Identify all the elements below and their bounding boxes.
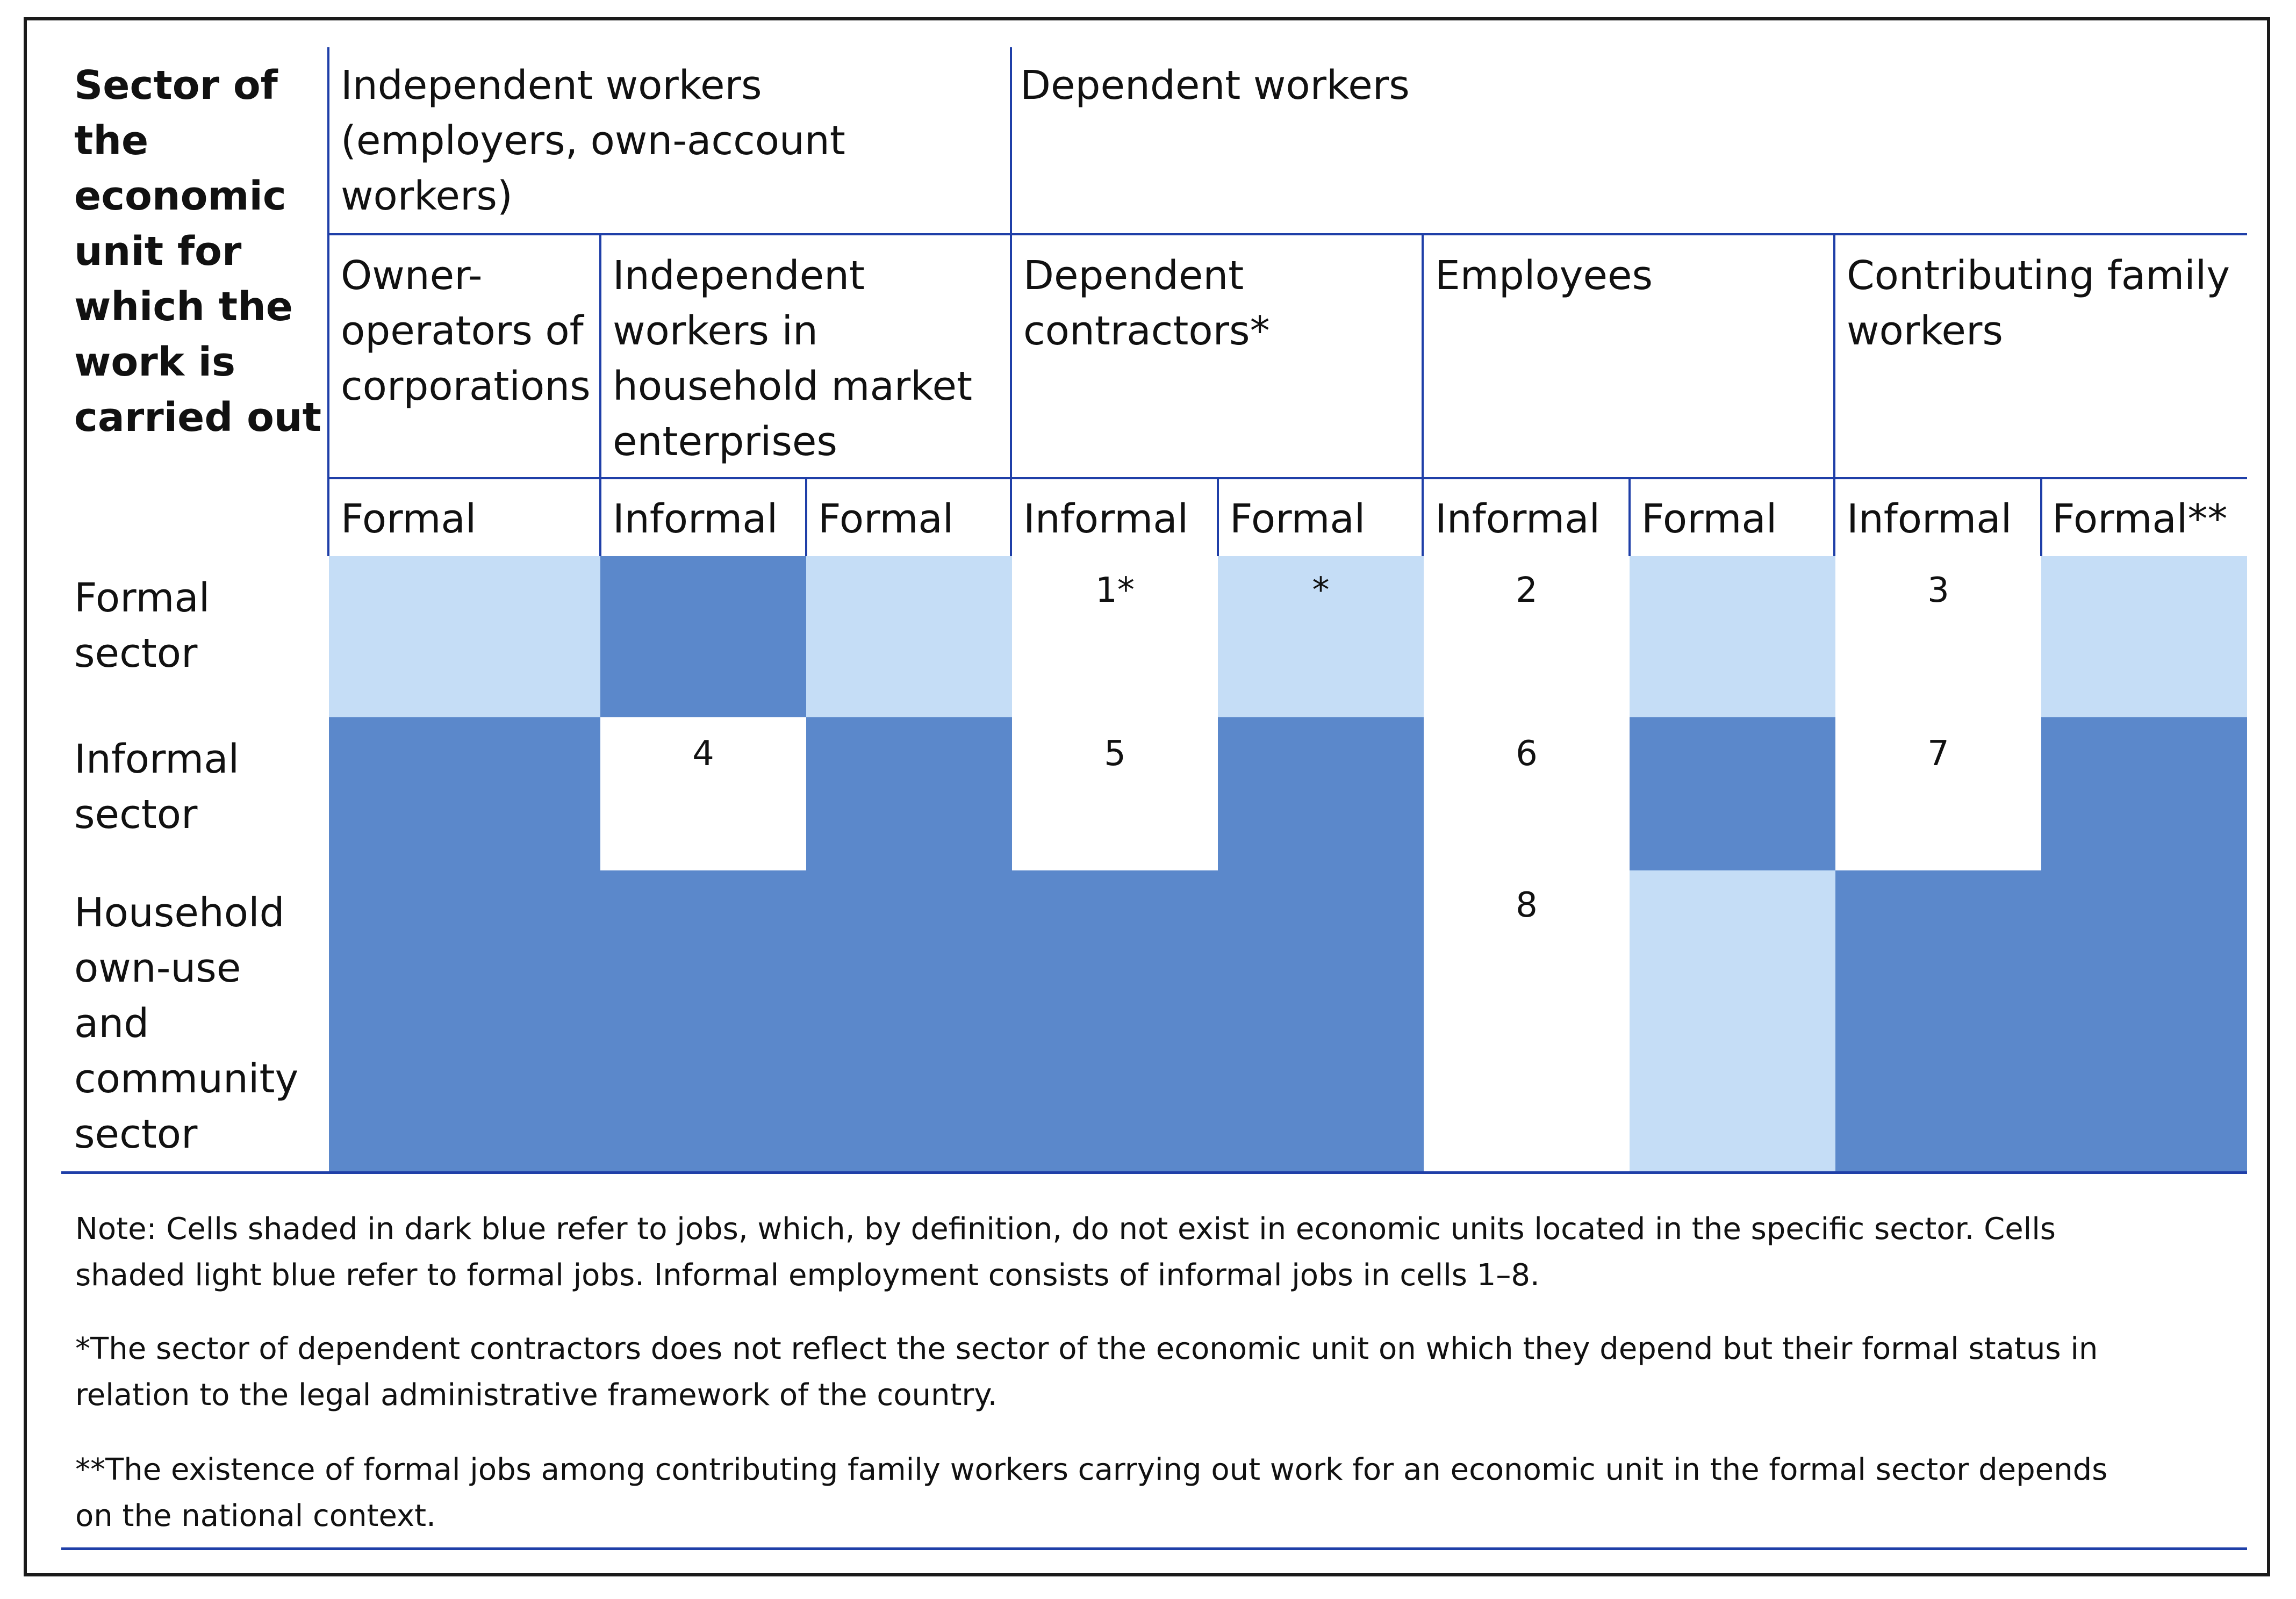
rule-v-s1 <box>805 477 807 556</box>
status-informal-contractors: Informal <box>1023 496 1189 542</box>
cell-r1-c1 <box>329 556 600 717</box>
cell-r1-c9 <box>2041 556 2247 717</box>
status-formal-family: Formal** <box>2052 496 2228 542</box>
cell-number-3: 3 <box>1927 571 1949 610</box>
cell-r3-c8-9 <box>1835 870 2247 1171</box>
cell-r2-c1 <box>329 717 600 870</box>
cell-r2-c5 <box>1218 717 1424 870</box>
rule-v-s3 <box>1628 477 1631 556</box>
cell-r1-c7 <box>1630 556 1835 717</box>
header-dependent-contractors: Dependent contractors* <box>1023 253 1270 354</box>
cell-number-7: 7 <box>1927 734 1949 774</box>
cell-number-8: 8 <box>1516 885 1538 925</box>
status-informal-indep: Informal <box>613 496 778 542</box>
rule-v-employees <box>1422 233 1424 556</box>
row-label-formal-sector: Formal sector <box>74 575 210 676</box>
cell-number-4: 4 <box>692 734 714 774</box>
rule-v-mid <box>1010 47 1012 556</box>
cell-number-6: 6 <box>1516 734 1538 774</box>
rule-h-table-bottom <box>61 1171 2247 1174</box>
rule-v-s2 <box>1217 477 1219 556</box>
cell-r2-c3 <box>806 717 1012 870</box>
header-contributing-family: Contributing family workers <box>1847 253 2230 354</box>
status-formal-employees: Formal <box>1641 496 1777 542</box>
rule-v-owner <box>599 233 601 556</box>
cell-r3-c1-5 <box>329 870 1424 1171</box>
note-shading: Note: Cells shaded in dark blue refer to jobs, which, by definition, do not exist in economic units located in the specific sector. Cells shaded light blue refer to formal jobs. Informal employment consists of informal jobs in cells 1–8. <box>75 1212 2056 1293</box>
cell-r2-c7 <box>1630 717 1835 870</box>
cell-number-1: 1* <box>1095 571 1135 610</box>
header-dependent-workers: Dependent workers <box>1020 62 1410 109</box>
header-independent-workers: Independent workers (employers, own-account workers) <box>341 62 845 219</box>
row-label-household-sector: Household own-use and community sector <box>74 890 299 1157</box>
header-independent-household: Independent workers in household market enterprises <box>613 253 972 465</box>
rule-v-s4 <box>2040 477 2042 556</box>
status-informal-employees: Informal <box>1435 496 1601 542</box>
rule-h-group <box>329 233 2247 235</box>
cell-number-1-formal: * <box>1312 571 1330 610</box>
cell-number-5: 5 <box>1104 734 1126 774</box>
cell-r3-c7 <box>1630 870 1835 1171</box>
header-owner-operators: Owner- operators of corporations <box>341 253 591 409</box>
rule-h-status <box>329 477 2247 479</box>
cell-r1-c3 <box>806 556 1012 717</box>
rule-v-left <box>327 47 329 556</box>
row-header-title: Sector of the economic unit for which the work is carried out <box>74 62 321 441</box>
status-formal-contractors: Formal <box>1230 496 1366 542</box>
note-family-workers: **The existence of formal jobs among contributing family workers carrying out work for an economic unit in the formal sector depends on the national context. <box>75 1452 2108 1533</box>
cell-number-2: 2 <box>1516 571 1538 610</box>
rule-v-family <box>1833 233 1835 556</box>
note-dependent-contractors: *The sector of dependent contractors does not reflect the sector of the economic unit on which they depend but their formal status in relation to the legal administrative framework of the country. <box>75 1331 2098 1413</box>
row-label-informal-sector: Informal sector <box>74 736 240 838</box>
cell-r1-c2 <box>600 556 806 717</box>
header-employees: Employees <box>1435 253 1653 299</box>
status-formal-indep: Formal <box>818 496 954 542</box>
rule-h-notes-bottom <box>61 1547 2247 1550</box>
status-formal-owner: Formal <box>341 496 477 542</box>
cell-r2-c9 <box>2041 717 2247 870</box>
status-informal-family: Informal <box>1847 496 2012 542</box>
